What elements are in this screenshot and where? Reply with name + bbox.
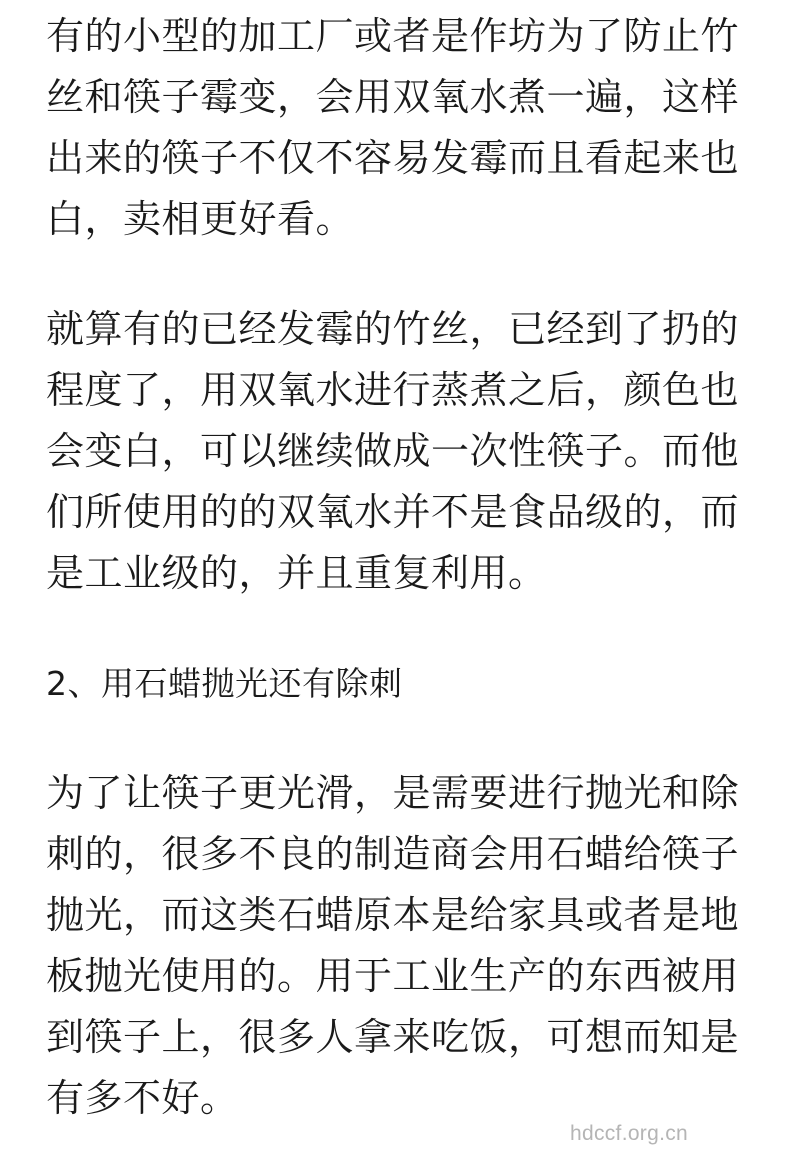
paragraph-hydrogen-peroxide: 有的小型的加工厂或者是作坊为了防止竹丝和筷子霉变，会用双氧水煮一遍，这样出来的筷子不仅不容易发霉而且看起来也白，卖相更好看。 (46, 14, 740, 241)
paragraph-moldy-bamboo: 就算有的已经发霉的竹丝，已经到了扔的程度了，用双氧水进行蒸煮之后，颜色也会变白，可以继续做成一次性筷子。而他们所使用的的双氧水并不是食品级的，而是工业级的，并且重复利用。 (46, 307, 740, 595)
article-body (46, 6, 762, 1129)
paragraph-paraffin-polish: 为了让筷子更光滑，是需要进行抛光和除刺的，很多不良的制造商会用石蜡给筷子抛光，而这类石蜡原本是给家具或者是地板抛光使用的。用于工业生产的东西被用到筷子上，很多人拿来吃饭，可想而知是有多不好。 (46, 771, 740, 1120)
section-heading: 2、用石蜡抛光还有除刺 (46, 664, 403, 703)
site-watermark: hdccf.org.cn (570, 1122, 688, 1145)
